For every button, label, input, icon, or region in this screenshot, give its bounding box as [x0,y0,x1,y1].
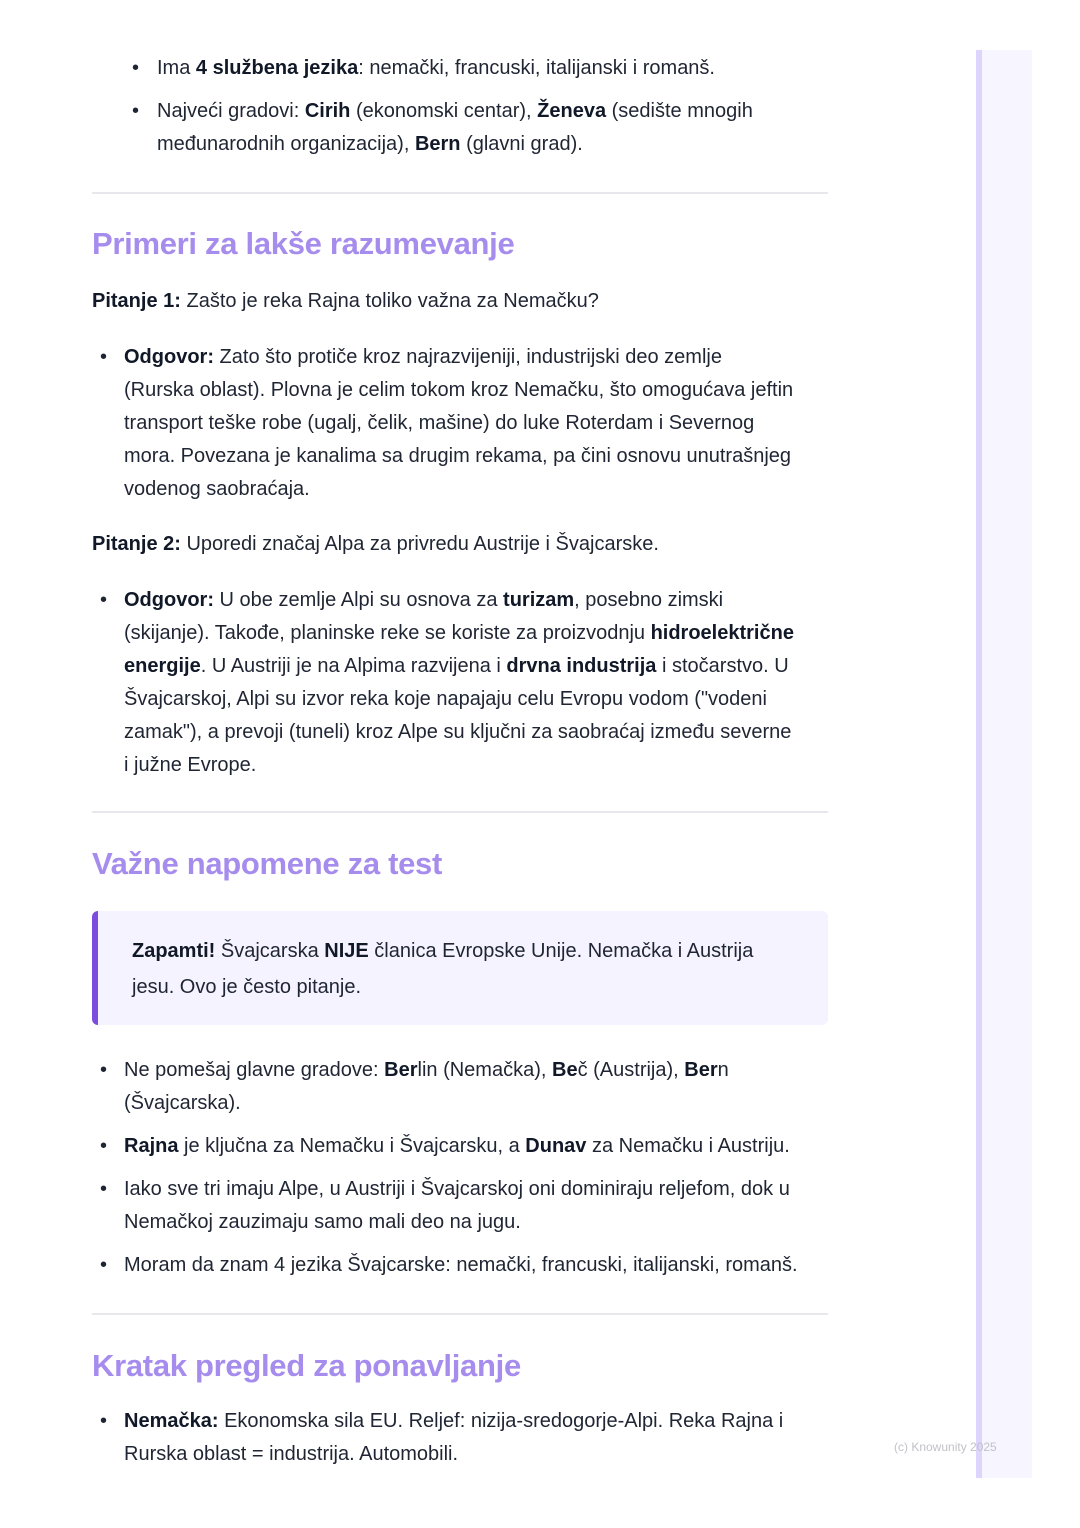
side-panel [976,50,1032,1478]
list-item-rivers: Rajna je ključna za Nemačku i Švajcarsku, a Dunav za Nemačku i Austriju. [124,1135,790,1157]
section-heading-notes: Važne napomene za test [92,846,443,881]
callout-text: Zapamti! Švajcarska NIJE članica Evropske Unije. Nemačka i Austrija jesu. Ovo je često pitanje. [132,940,754,998]
question-1: Pitanje 1: Zašto je reka Rajna toliko važna za Nemačku? [92,290,599,312]
bullet-marker [100,1405,107,1438]
bullet-marker [100,341,107,374]
bullet-marker [100,584,107,617]
list-item-germany: Nemačka: Ekonomska sila EU. Reljef: nizija-sredogorje-Alpi. Reka Rajna i Rurska oblast = industrija. Automobili. [124,1410,784,1465]
bullet-marker [100,1054,107,1087]
bullet-marker [132,95,139,128]
copyright-watermark: (c) Knowunity 2025 [894,1440,997,1454]
section-heading-review: Kratak pregled za ponavljanje [92,1348,521,1383]
answer-1: Odgovor: Zato što protiče kroz najrazvijeniji, industrijski deo zemlje (Rurska oblast). Plovna je celim tokom kroz Nemačku, što omogućava jeftin transport teške robe (ugalj, čelik, mašine) do luke Roterdam i Severnog mora. Povezana je kanalima sa drugim rekama, pa čini osnovu unutrašnjeg vodenog saobraćaja. [124,346,794,500]
callout-box [92,911,828,1025]
list-item-languages: Ima 4 službena jezika: nemački, francuski, italijanski i romanš. [157,57,715,79]
section-divider [92,192,828,194]
section-heading-examples: Primeri za lakše razumevanje [92,226,515,261]
list-item-capitals: Ne pomešaj glavne gradove: Berlin (Nemačka), Beč (Austrija), Bern (Švajcarska). [124,1059,729,1114]
section-divider [92,1313,828,1315]
list-item-languages-swiss: Moram da znam 4 jezika Švajcarske: nemački, francuski, italijanski, romanš. [124,1254,798,1276]
answer-2: Odgovor: U obe zemlje Alpi su osnova za turizam, posebno zimski (skijanje). Takođe, planinske reke se koriste za proizvodnju hidroelektrične energije. U Austriji je na Alpima razvijena i drvna industrija i stočarstvo. U Švajcarskoj, Alpi su izvor reka koje napajaju celu Evropu vodom ("vodeni zamak"), a prevoji (tuneli) kroz Alpe su ključni za saobraćaj između severne i južne Evrope. [124,589,794,776]
list-item-alps: Iako sve tri imaju Alpe, u Austriji i Švajcarskoj oni dominiraju reljefom, dok u Nemačkoj zauzimaju samo mali deo na jugu. [124,1178,790,1233]
callout-accent-bar [92,911,98,1025]
bullet-marker [100,1130,107,1163]
list-item-cities: Najveći gradovi: Cirih (ekonomski centar), Ženeva (sedište mnogih međunarodnih organizacija), Bern (glavni grad). [157,100,753,155]
bullet-marker [132,52,139,85]
bullet-marker [100,1173,107,1206]
bullet-marker [100,1249,107,1282]
side-panel-edge [976,50,982,1478]
question-2: Pitanje 2: Uporedi značaj Alpa za privredu Austrije i Švajcarske. [92,533,659,555]
section-divider [92,811,828,813]
